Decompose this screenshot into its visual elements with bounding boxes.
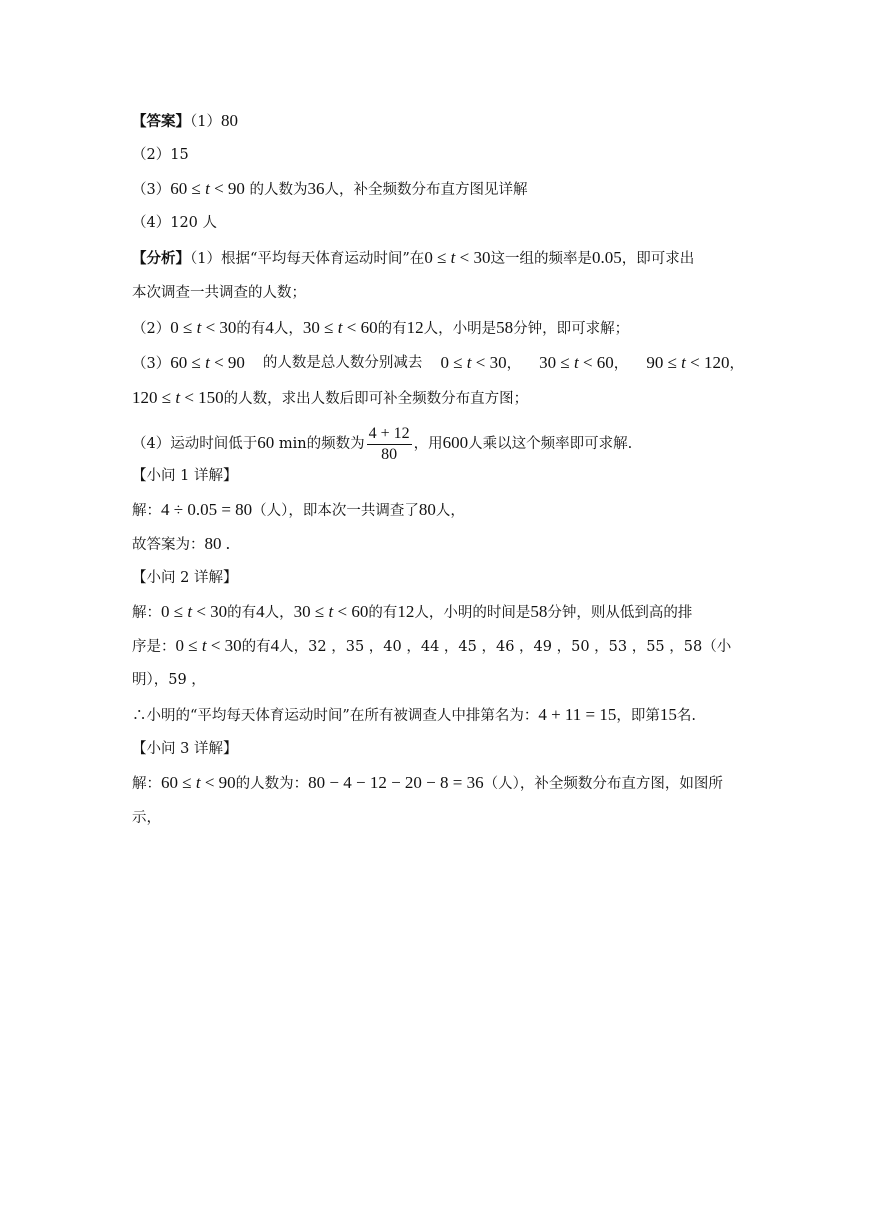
analysis-p2-text-2: 人，: [273, 321, 303, 337]
analysis-p3-text-2: 的人数，求出人数后即可补全频数分布直方图；: [223, 391, 529, 407]
analysis-p2-count-1: 4: [265, 318, 274, 337]
sub1-solution-text: （人），即本次一共调查了: [252, 503, 419, 519]
answer-line-2: [132, 142, 189, 168]
sub1-answer-value: 80 .: [204, 534, 230, 553]
sub3-inequality: 60 ≤ t < 90: [161, 773, 236, 792]
answer-q4-prefix: （4）: [132, 215, 171, 231]
sub2-order-count: 4: [270, 636, 280, 655]
sub2-line-1: [132, 599, 692, 625]
sub2-text-3: 的有: [368, 605, 398, 621]
sub3-expression: 80 − 4 − 12 − 20 − 8 = 36: [308, 773, 484, 792]
sub2-line-4: [132, 702, 696, 728]
sub2-text-4: 人，小明的时间是: [414, 605, 531, 621]
analysis-p4-text: （4）运动时间低于: [132, 436, 258, 452]
answer-q3-text: 的人数为: [244, 182, 308, 198]
sub2-rank: 15: [659, 705, 677, 724]
fraction-numerator: 4 + 12: [367, 424, 412, 445]
analysis-label: 【分析】: [132, 250, 190, 267]
analysis-p2-text-4: 人，小明是: [423, 321, 497, 337]
sub1-heading-text: 【小问 1 详解】: [132, 468, 238, 484]
answer-line-4: [132, 210, 217, 236]
analysis-p3-inequality-4: 90 ≤ t < 120: [646, 353, 730, 372]
analysis-p2-prefix: （2）: [132, 321, 171, 337]
sub2-order-text: 的有: [241, 639, 271, 655]
sub3-solution-label: 解：: [132, 776, 161, 792]
sub2-conclusion-text-2: ，即第: [616, 708, 660, 724]
sub2-inequality-1: 0 ≤ t < 30: [161, 602, 228, 621]
sub3-line-2: [132, 805, 161, 831]
answer-q1-value: 80: [220, 111, 238, 130]
sub2-order-text-2: 人，: [279, 639, 309, 655]
analysis-p2-inequality-2: 30 ≤ t < 60: [302, 318, 378, 337]
answer-line-3: [132, 176, 528, 202]
sub2-count-2: 12: [397, 602, 415, 621]
analysis-line-1: [132, 245, 694, 271]
sub1-solution-label: 解：: [132, 503, 161, 519]
answer-label: 【答案】: [132, 113, 190, 130]
analysis-p3-prefix: （3）: [132, 356, 171, 372]
analysis-line-6: [132, 420, 632, 466]
sub3-line-1: [132, 770, 723, 796]
sub2-line-2: [132, 633, 731, 659]
analysis-p2-text-5: 分钟，即可求解；: [513, 321, 630, 337]
analysis-p4-minutes: 60: [257, 433, 275, 452]
sub1-heading: [132, 463, 237, 489]
fraction-denominator: 80: [381, 445, 398, 463]
analysis-p2-minutes: 58: [496, 318, 514, 337]
analysis-p1-inequality: 0 ≤ t < 30: [424, 248, 491, 267]
analysis-p2-count-2: 12: [406, 318, 424, 337]
sub1-solution-expression: 4 ÷ 0.05 = 80: [161, 500, 253, 519]
analysis-p1-frequency: 0.05: [591, 248, 622, 267]
sub2-heading-text: 【小问 2 详解】: [132, 570, 238, 586]
analysis-p3-inequality-1: 60 ≤ t < 90: [170, 353, 245, 372]
analysis-p4-total: 600: [442, 433, 469, 452]
answer-q3-inequality: 60 ≤ t < 90: [170, 179, 245, 198]
sub2-heading: [132, 565, 237, 591]
sub1-answer-label: 故答案为：: [132, 537, 205, 553]
analysis-p1-continuation: 本次调查一共调查的人数；: [132, 285, 306, 301]
answer-q3-number: 36: [307, 179, 325, 198]
sub2-order-list: 32 ，35 ，40 ，44 ，45 ，46 ，49 ，50 ，53 ，55 ，58（小: [308, 639, 732, 655]
sub2-conclusion-text: ∴小明的“平均每天体育运动时间”在所有被调查人中排第名为：: [132, 708, 539, 724]
analysis-line-5: [132, 385, 528, 411]
answer-q1-prefix: （1）: [190, 114, 221, 130]
sub2-conclusion-expression: 4 + 11 = 15: [538, 705, 617, 724]
analysis-p4-text-3: ，用: [413, 436, 443, 452]
answer-line-1: [132, 108, 238, 134]
sub1-solution-text-2: 人，: [435, 503, 465, 519]
sub3-text-continuation: 示，: [132, 810, 161, 826]
sub1-solution-line: [132, 497, 465, 523]
sub3-heading-text: 【小问 3 详解】: [132, 741, 238, 757]
analysis-p3-inequality-3: 30 ≤ t < 60: [539, 353, 614, 372]
sub2-minutes: 58: [530, 602, 548, 621]
answer-q2-value: 15: [170, 147, 189, 163]
sub2-order-list-continuation: 明），59 ，: [132, 672, 206, 688]
analysis-p2-text: 的有: [236, 321, 266, 337]
analysis-p2-text-3: 的有: [377, 321, 407, 337]
sub2-text-5: 分钟，则从低到高的排: [547, 605, 693, 621]
answer-q3-tail: 人，补全频数分布直方图见详解: [324, 182, 528, 198]
answer-q2-prefix: （2）: [132, 147, 171, 163]
sub3-text-1: 的人数为：: [235, 776, 309, 792]
analysis-p4-unit: min: [278, 436, 307, 452]
sub2-line-3: [132, 667, 206, 693]
analysis-line-3: [132, 315, 629, 341]
analysis-p3-inequality-5: 120 ≤ t < 150: [132, 388, 224, 407]
analysis-p1-text: （1）根据“平均每天体育运动时间”在: [190, 251, 425, 267]
analysis-line-2: [132, 280, 306, 306]
sub3-text-2: （人），补全频数分布直方图，如图所: [483, 776, 723, 792]
analysis-p4-fraction: [367, 424, 412, 465]
analysis-p1-text-3: ，即可求出: [621, 251, 695, 267]
analysis-p1-text-2: 这一组的频率是: [490, 251, 592, 267]
sub2-count-1: 4: [256, 602, 265, 621]
sub1-answer-line: [132, 531, 230, 557]
sub2-inequality-2: 30 ≤ t < 60: [293, 602, 369, 621]
analysis-p3-text: 的人数是总人数分别减去: [262, 355, 423, 371]
sub2-conclusion-text-3: 名.: [676, 708, 696, 724]
analysis-p3-inequality-2: 0 ≤ t < 30: [440, 353, 507, 372]
analysis-p2-inequality-1: 0 ≤ t < 30: [170, 318, 237, 337]
sub2-text-1: 的有: [227, 605, 257, 621]
answer-q4-value: 120 人: [170, 215, 218, 231]
analysis-p4-text-2: 的频数为: [306, 436, 365, 452]
sub2-order-label: 序是：: [132, 639, 176, 655]
analysis-p4-text-4: 人乘以这个频率即可求解.: [468, 436, 633, 452]
sub2-order-inequality: 0 ≤ t < 30: [175, 636, 242, 655]
analysis-line-4: （3）60 ≤ t < 90 的人数是总人数分别减去 0 ≤ t < 30， 30 ≤ t < 60， 90 ≤ t < 120，: [132, 350, 744, 376]
sub2-solution-label: 解：: [132, 605, 161, 621]
answer-q3-prefix: （3）: [132, 182, 171, 198]
sub2-text-2: 人，: [264, 605, 294, 621]
sub1-solution-number: 80: [418, 500, 436, 519]
sub3-heading: [132, 736, 237, 762]
